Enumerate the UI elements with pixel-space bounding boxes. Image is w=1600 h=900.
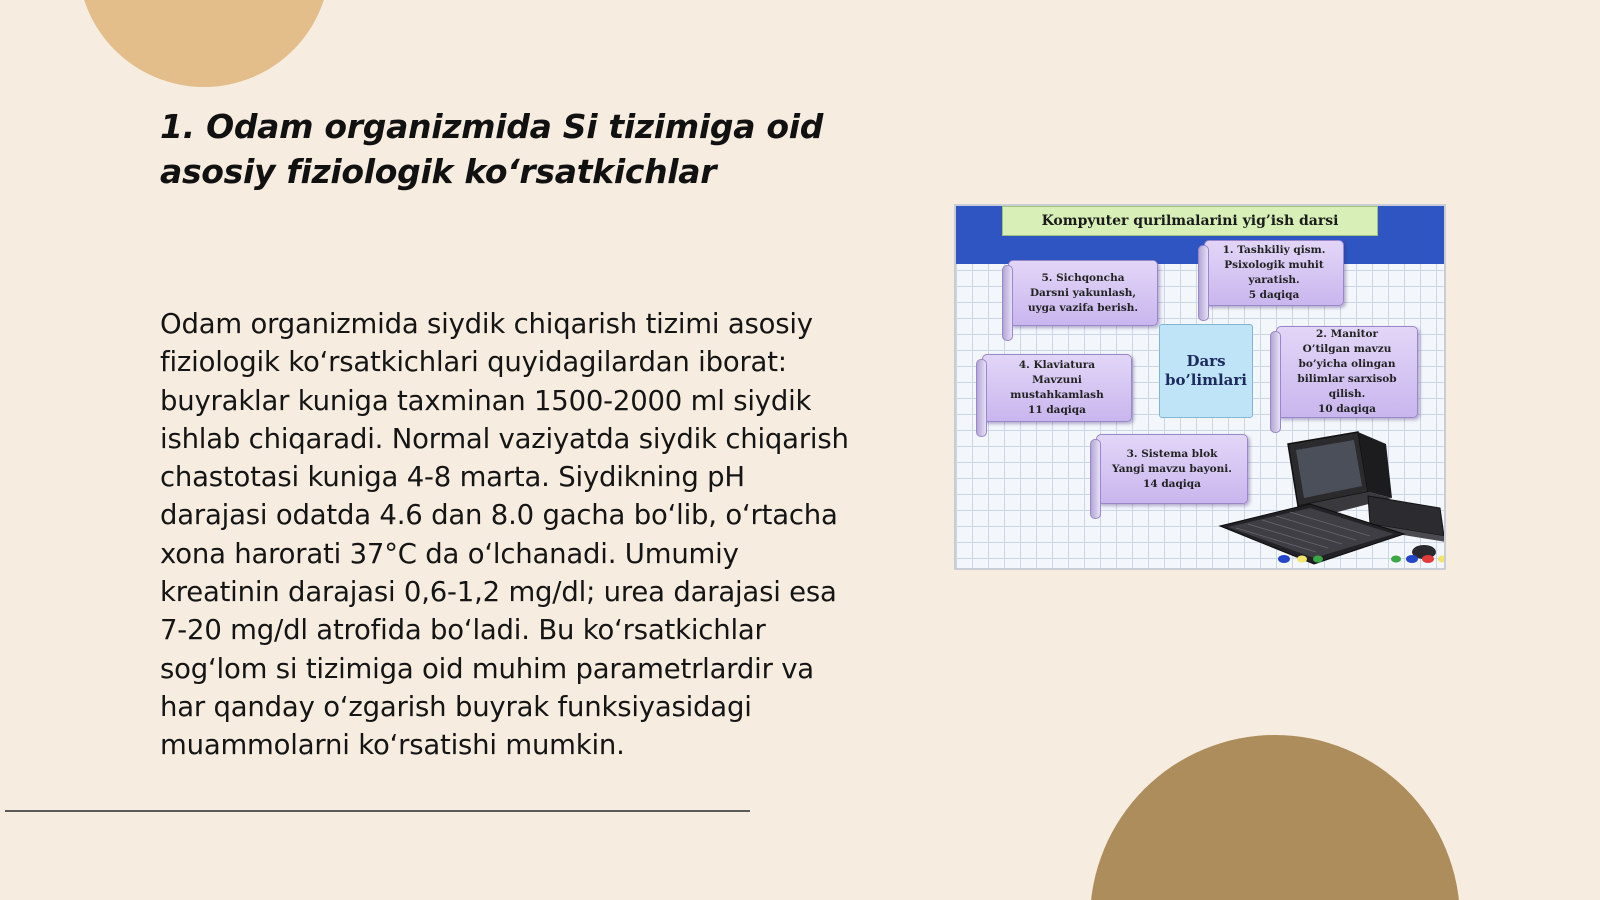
decorative-dots xyxy=(1276,554,1446,564)
slide-title: 1. Odam organizmida Si tizimiga oid asosiy fiziologik ko‘rsatkichlar xyxy=(160,107,824,191)
lesson-step-3: 3. Sistema blok Yangi mavzu bayoni. 14 daqiqa xyxy=(1096,434,1248,504)
lesson-step-5: 5. Sichqoncha Darsni yakunlash, uyga vazifa berish. xyxy=(1008,260,1158,326)
lesson-step-4: 4. Klaviatura Mavzuni mustahkamlash 11 daqiqa xyxy=(982,354,1132,422)
lesson-sections-center: Dars bo’limlari xyxy=(1159,324,1253,418)
picture-title: Kompyuter qurilmalarini yig’ish darsi xyxy=(1002,206,1378,236)
decorative-circle-bottom xyxy=(1090,735,1460,900)
computer-illustration xyxy=(1218,424,1446,570)
lesson-step-2: 2. Manitor O’tilgan mavzu bo’yicha olingan bilimlar sarxisob qilish. 10 daqiqa xyxy=(1276,326,1418,418)
lesson-diagram-image xyxy=(954,204,1446,570)
slide-body-text: Odam organizmida siydik chiqarish tizimi asosiy fiziologik ko‘rsatkichlari quyidagilardan iborat: buyraklar kuniga taxminan 1500-2000 ml siydik ishlab chiqaradi. Normal vaziyatda siydik chiqarish chastotasi kuniga 4-8 marta. Siydikning pH darajasi odatda 4.6 dan 8.0 gacha bo‘lib, o‘rtacha xona harorati 37°C da o‘lchanadi. Umumiy kreatinin darajasi 0,6-1,2 mg/dl; urea darajasi esa 7-20 mg/dl atrofida bo‘ladi. Bu ko‘rsatkichlar sog‘lom si tizimiga oid muhim parametrlardir va har qanday o‘zgarish buyrak funksiyasidagi muammolarni ko‘rsatishi mumkin. xyxy=(160,308,849,762)
lesson-step-1: 1. Tashkiliy qism. Psixologik muhit yaratish. 5 daqiqa xyxy=(1204,240,1344,306)
decorative-circle-top xyxy=(78,0,330,87)
divider-line xyxy=(5,810,750,812)
